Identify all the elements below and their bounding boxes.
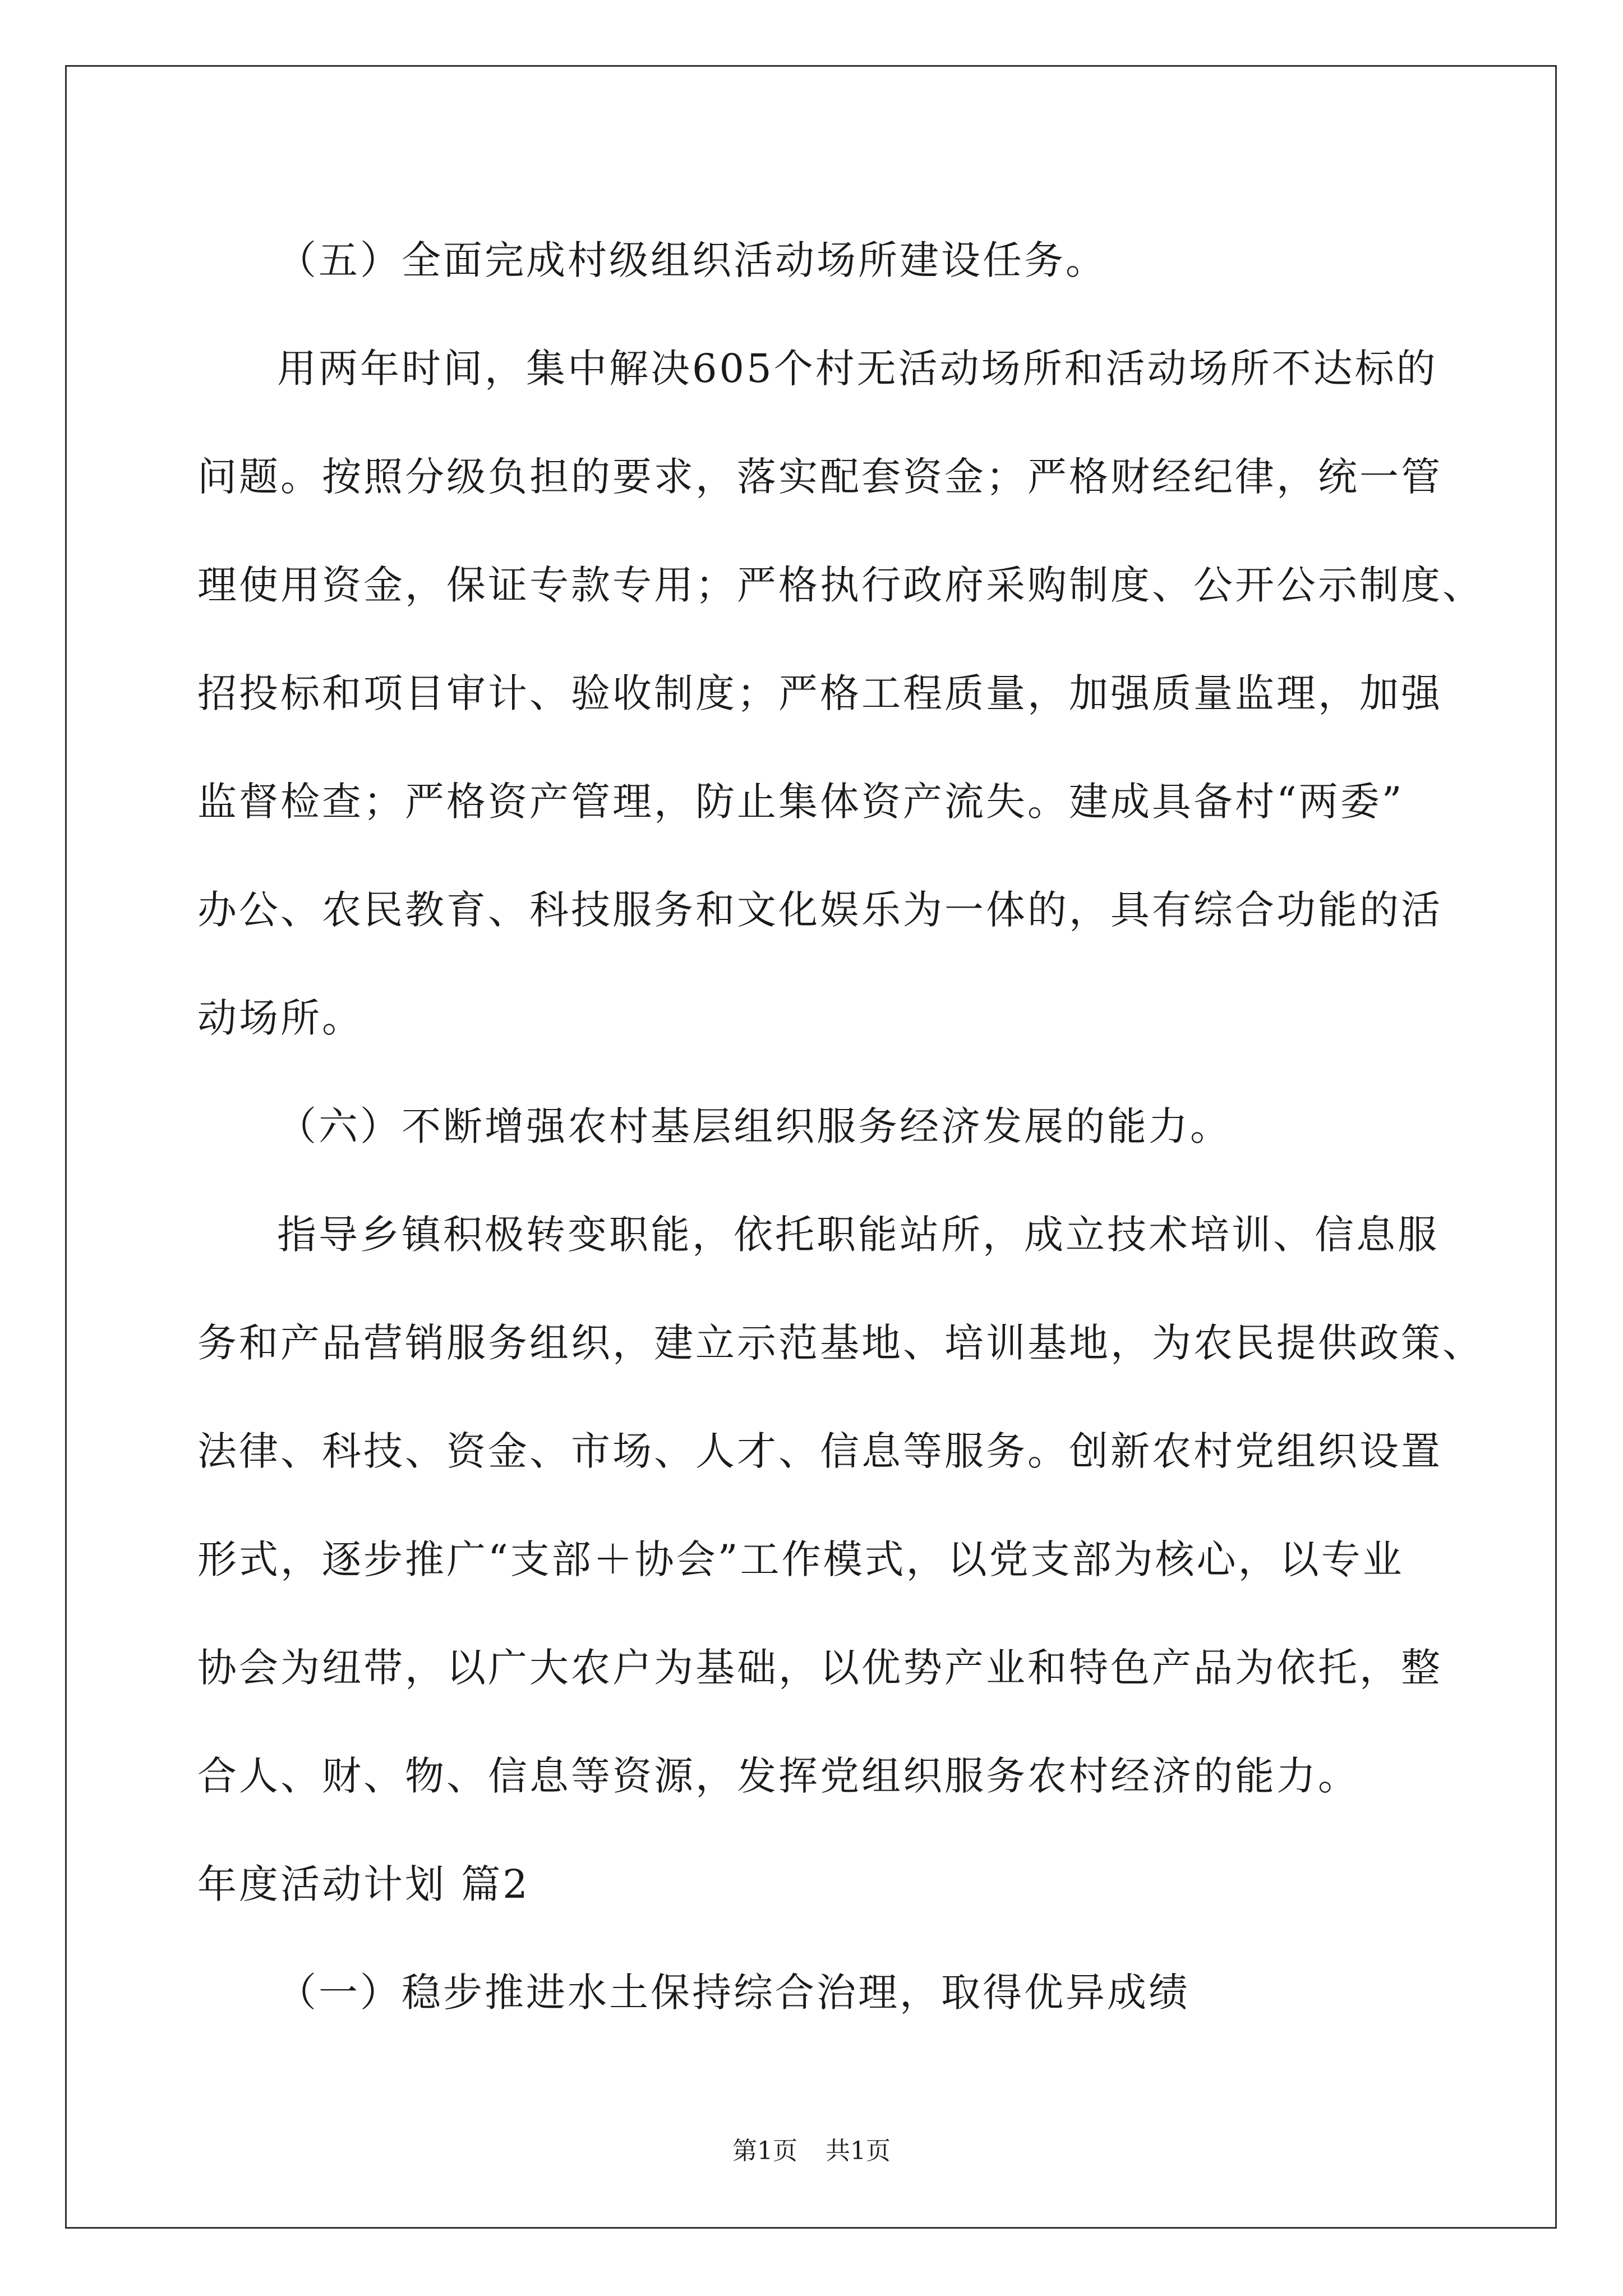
paragraph-line: 用两年时间，集中解决605个村无活动场所和活动场所不达标的 [277,346,1438,392]
paragraph-line: 招投标和项目审计、验收制度；严格工程质量，加强质量监理，加强 [197,670,1442,716]
paragraph-line: 问题。按照分级负担的要求，落实配套资金；严格财经纪律，统一管 [197,454,1442,500]
paragraph-line: 办公、农民教育、科技服务和文化娱乐为一体的，具有综合功能的活 [197,887,1442,933]
page-footer [0,2131,1623,2166]
article-title: 年度活动计划 篇2 [197,1861,530,1907]
paragraph-line: 法律、科技、资金、市场、人才、信息等服务。创新农村党组织设置 [197,1428,1442,1474]
paragraph-line: 合人、财、物、信息等资源，发挥党组织服务农村经济的能力。 [197,1753,1359,1799]
document-body [197,206,1484,2047]
section-heading-1: （一）稳步推进水土保持综合治理，取得优异成绩 [277,1970,1190,2016]
paragraph-line: 监督检查；严格资产管理，防止集体资产流失。建成具备村“两委” [197,779,1404,825]
paragraph-line: 理使用资金，保证专款专用；严格执行政府采购制度、公开公示制度、 [197,562,1484,608]
page-number-total: 共1页 [826,2137,891,2165]
paragraph-line: 形式，逐步推广“支部＋协会”工作模式，以党支部为核心，以专业 [197,1536,1404,1582]
section-heading-6: （六）不断增强农村基层组织服务经济发展的能力。 [277,1103,1232,1149]
paragraph-line: 务和产品营销服务组织，建立示范基地、培训基地，为农民提供政策、 [197,1320,1484,1366]
paragraph-line: 协会为纽带，以广大农户为基础，以优势产业和特色产品为依托，整 [197,1645,1442,1691]
paragraph-line: 动场所。 [197,995,363,1041]
page-number-current: 第1页 [732,2137,797,2165]
paragraph-line: 指导乡镇积极转变职能，依托职能站所，成立技术培训、信息服 [277,1212,1439,1258]
section-heading-5: （五）全面完成村级组织活动场所建设任务。 [277,237,1107,283]
